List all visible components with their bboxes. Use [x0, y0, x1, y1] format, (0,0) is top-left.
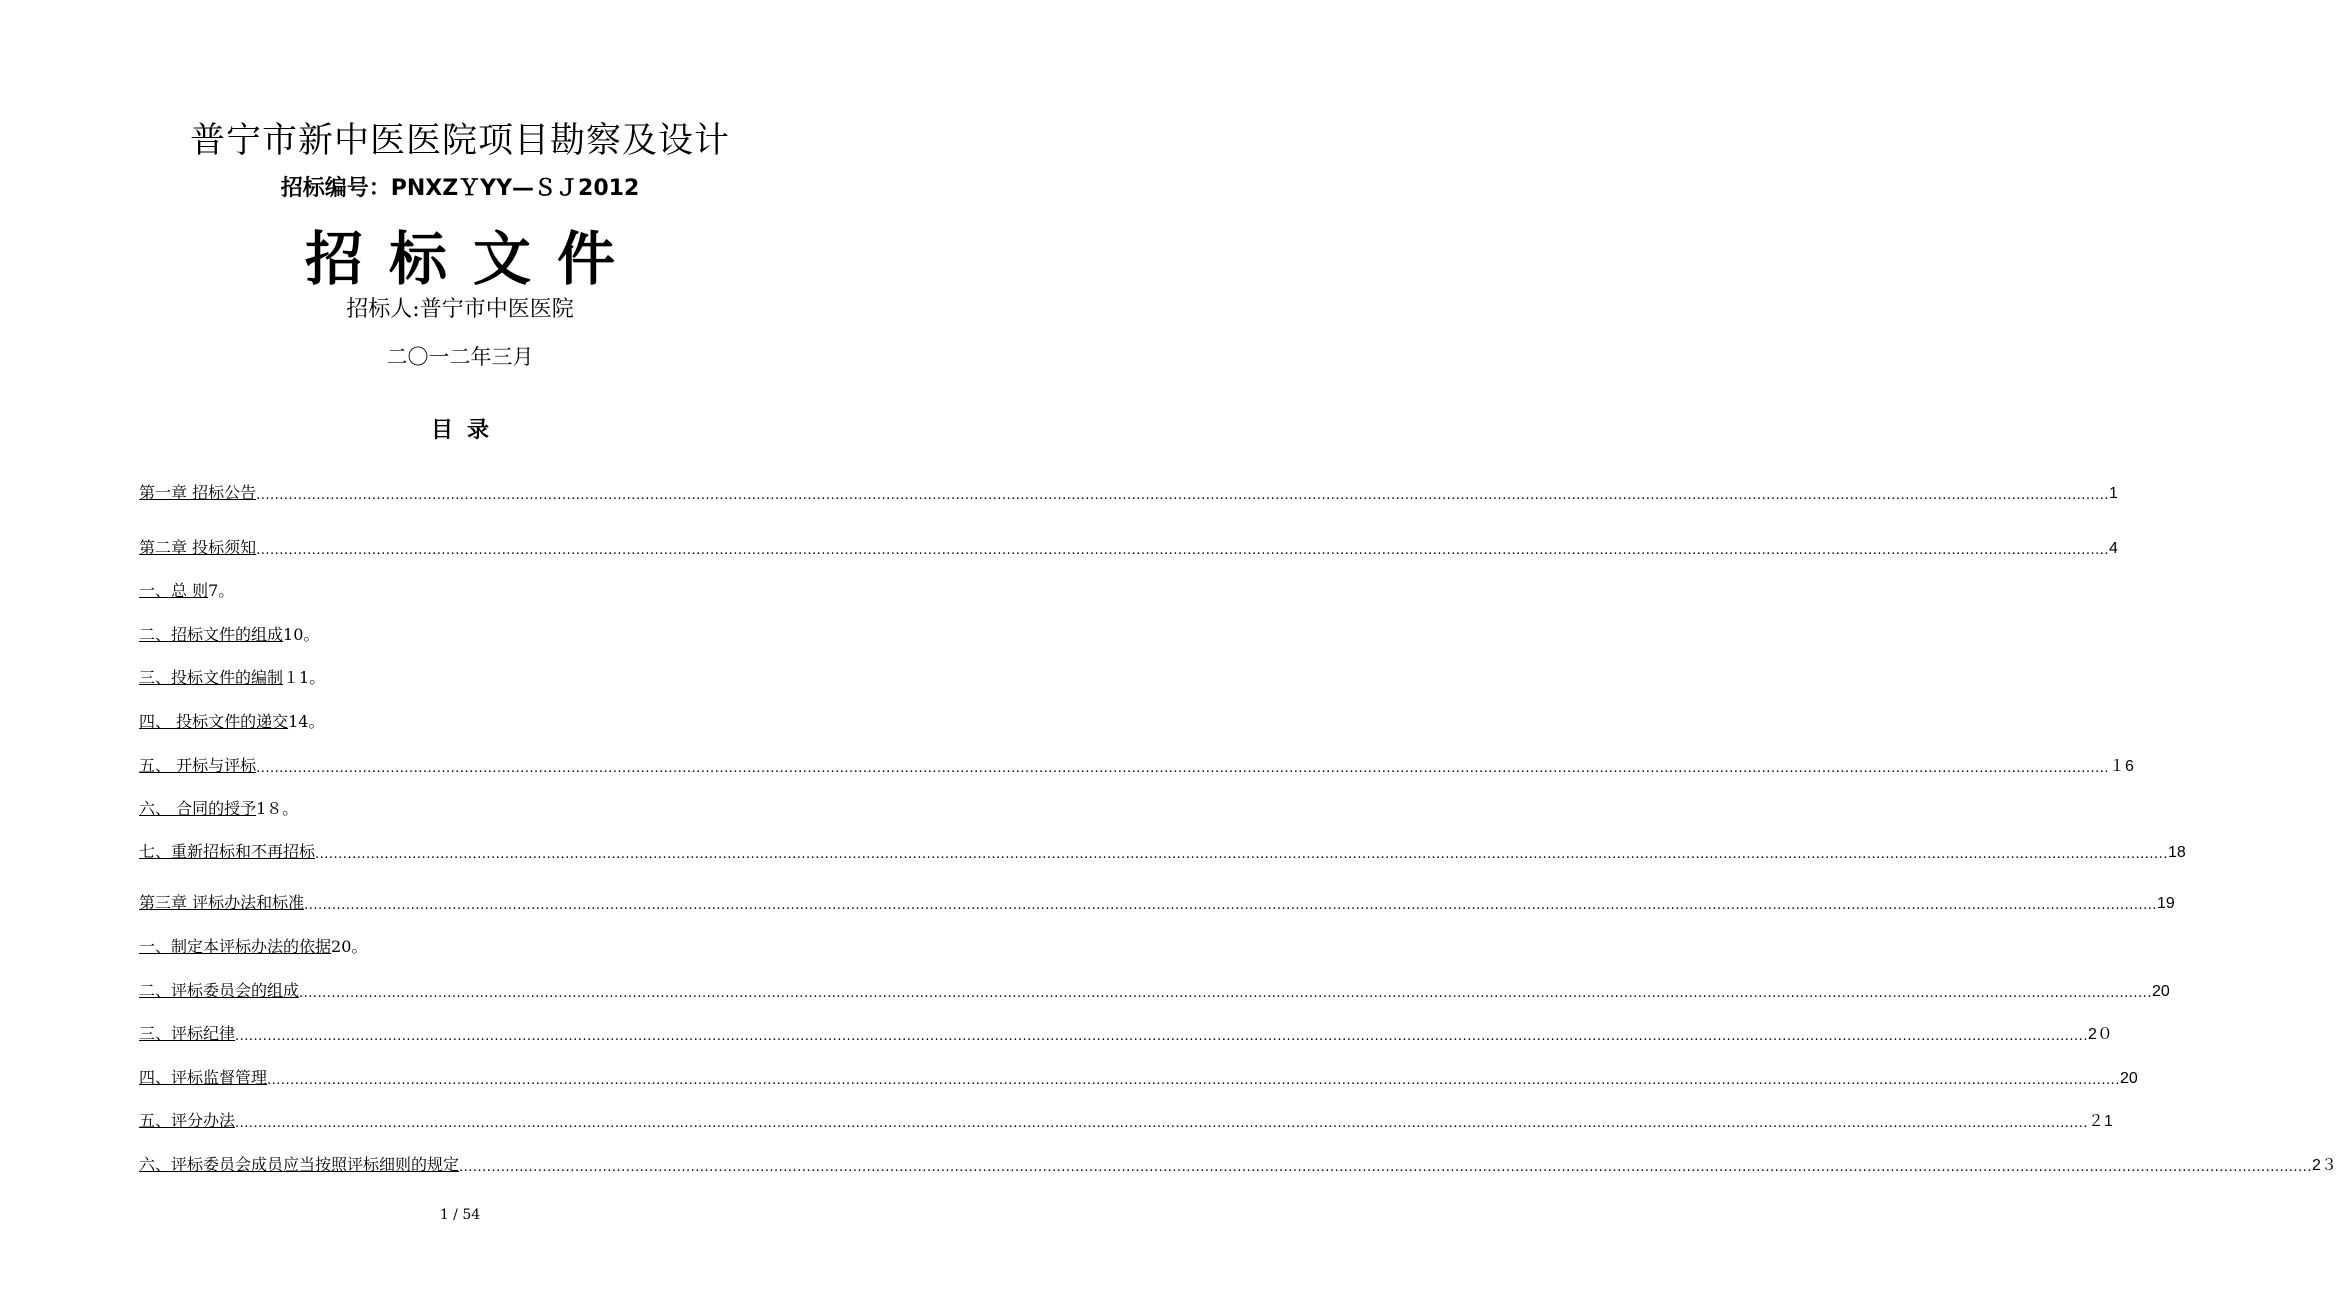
toc-leader-dots: ................................................................................................................................................................................................................................................................................................................................................................................................................ [235, 1029, 2088, 1044]
toc-entry[interactable] [139, 840, 2186, 862]
toc-entry[interactable] [139, 797, 782, 819]
tender-code: 招标编号：PNXZＹYY—ＳＪ2012 [280, 176, 640, 201]
main-heading: 招标文件 [304, 225, 641, 293]
toc-entry-label[interactable]: 六、评标委员会成员应当按照评标细则的规定 [139, 1155, 460, 1174]
toc-entry[interactable] [139, 623, 782, 645]
toc-entry[interactable] [139, 481, 2118, 503]
page-indicator: 1 / 54 [439, 1207, 481, 1223]
toc-leader-dots: ................................................................................................................................................................................................................................................................................................................................................................................................................ [459, 1160, 2312, 1175]
toc-page-number: 20 [2151, 983, 2170, 1000]
toc-leader-dots: ................................................................................................................................................................................................................................................................................................................................................................................................................ [235, 1116, 2088, 1131]
toc-entry-label[interactable]: 一、制定本评标办法的依据 [139, 937, 332, 956]
toc-entry-label[interactable]: 七、重新招标和不再招标 [139, 842, 316, 861]
toc-page-number: 20 [2119, 1070, 2138, 1087]
toc-entry-label[interactable]: 一、总 则 [139, 581, 209, 600]
toc-page-number: 20。 [331, 937, 368, 956]
toc-entry[interactable] [139, 1153, 2337, 1175]
toc-page-number: １1。 [283, 668, 326, 687]
toc-leader-dots: ................................................................................................................................................................................................................................................................................................................................................................................................................ [267, 1073, 2120, 1088]
toc-entry-label[interactable]: 二、评标委员会的组成 [139, 981, 300, 1000]
toc-entry[interactable] [139, 979, 2170, 1001]
toc-entry-label[interactable]: 三、评标纪律 [139, 1024, 236, 1043]
toc-entry[interactable] [139, 1109, 2113, 1131]
toc-entry[interactable] [139, 579, 782, 601]
toc-page-number: 10。 [283, 625, 320, 644]
toc-entry-label[interactable]: 二、招标文件的组成 [139, 625, 284, 644]
toc-page-number: 1８。 [256, 799, 299, 818]
toc-heading: 目录 [430, 417, 503, 443]
toc-entry-label[interactable]: 第三章 评标办法和标准 [139, 893, 305, 912]
toc-leader-dots: ................................................................................................................................................................................................................................................................................................................................................................................................................ [315, 847, 2168, 862]
toc-entry[interactable] [139, 710, 782, 732]
toc-entry-label[interactable]: 四、评标监督管理 [139, 1068, 268, 1087]
toc-page-number: 2３ [2311, 1157, 2337, 1174]
toc-page-number: 18 [2167, 844, 2186, 861]
toc-page-number: 4 [2109, 540, 2118, 557]
toc-leader-dots: ................................................................................................................................................................................................................................................................................................................................................................................................................ [256, 543, 2110, 558]
toc-entry-label[interactable]: 四、 投标文件的递交 [139, 712, 289, 731]
toc-leader-dots: ................................................................................................................................................................................................................................................................................................................................................................................................................ [304, 898, 2158, 913]
toc-entry[interactable] [139, 891, 2175, 913]
toc-entry-label[interactable]: 第一章 招标公告 [139, 483, 257, 502]
document-date: 二〇一二年三月 [386, 345, 534, 369]
toc-entry[interactable] [139, 1066, 2138, 1088]
toc-leader-dots: ................................................................................................................................................................................................................................................................................................................................................................................................................ [299, 986, 2152, 1001]
toc-page-number: 19 [2157, 895, 2175, 912]
toc-entry-label[interactable]: 五、评分办法 [139, 1111, 236, 1130]
toc-entry-label[interactable]: 第二章 投标须知 [139, 538, 257, 557]
document-title: 普宁市新中医医院项目勘察及设计 [189, 121, 730, 161]
toc-entry-label[interactable]: 三、投标文件的编制 [139, 668, 284, 687]
toc-page-number: 1 [2109, 485, 2118, 502]
toc-entry[interactable] [139, 754, 2134, 776]
toc-page-number: 7。 [208, 581, 235, 600]
toc-entry[interactable] [139, 935, 782, 957]
toc-leader-dots: ................................................................................................................................................................................................................................................................................................................................................................................................................ [256, 761, 2110, 776]
toc-page-number: 2０ [2087, 1026, 2113, 1043]
toc-entry[interactable] [139, 666, 782, 688]
toc-entry[interactable] [139, 536, 2118, 558]
toc-entry-label[interactable]: 五、 开标与评标 [139, 756, 257, 775]
toc-entry-label[interactable]: 六、 合同的授予 [139, 799, 257, 818]
toc-page-number: 14。 [288, 712, 325, 731]
toc-entry[interactable] [139, 1022, 2113, 1044]
toc-page-number: １6 [2109, 758, 2134, 775]
toc-page-number: ２1 [2087, 1113, 2113, 1130]
toc-leader-dots: ................................................................................................................................................................................................................................................................................................................................................................................................................ [256, 488, 2110, 503]
issuer: 招标人:普宁市中医医院 [346, 297, 574, 322]
